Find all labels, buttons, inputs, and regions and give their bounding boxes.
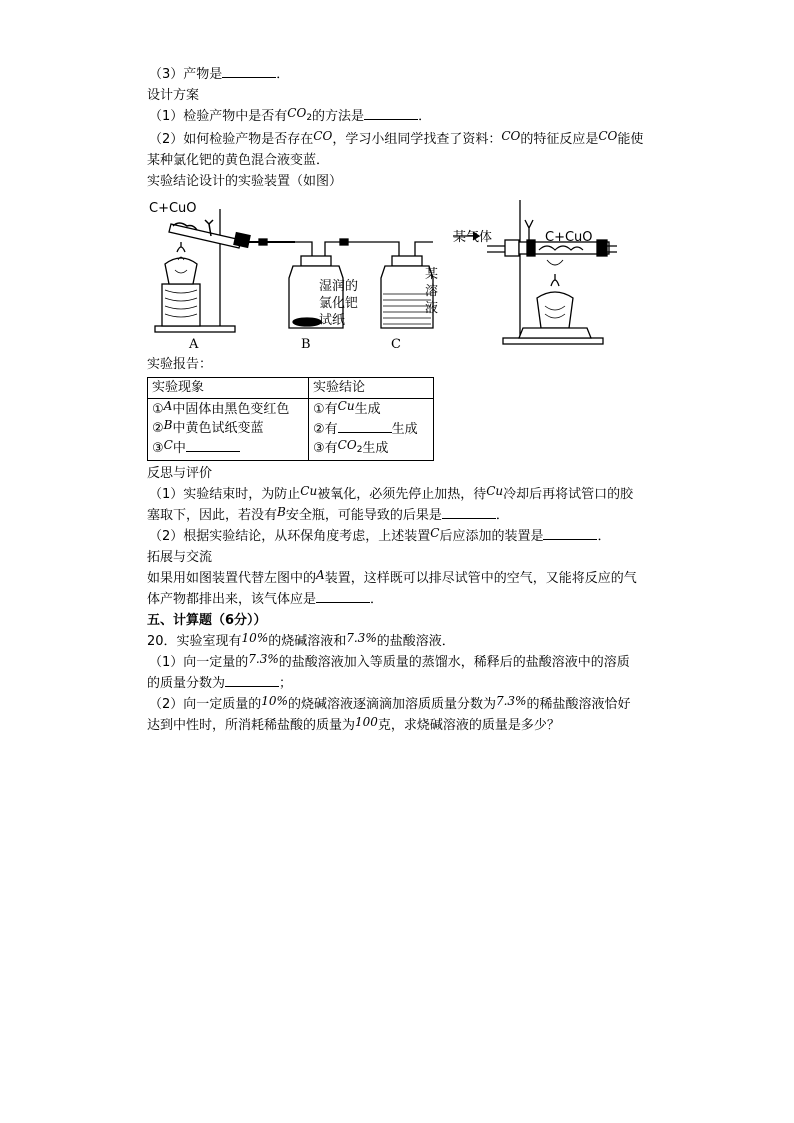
reflect-question-2: （2）根据实验结论，从环保角度考虑，上述装置C后应添加的装置是 ．	[149, 526, 611, 544]
reflect-heading: 反思与评价	[147, 466, 213, 481]
q3-line: （3）产物是 ．	[147, 64, 667, 85]
question-20-1: （1）向一定量的7.3%的盐酸溶液加入等质量的蒸馏水，稀释后的盐酸溶液中的溶质	[149, 652, 630, 670]
table-row	[148, 378, 434, 399]
label-b: B	[301, 337, 311, 352]
report-heading: 实验报告：	[147, 357, 213, 372]
reflect-question-1: （1）实验结束时，为防止Cu被氧化，必须先停止加热，待Cu冷却后再将试管口的胶	[149, 484, 634, 502]
answer-blank[interactable]	[186, 438, 240, 452]
answer-blank[interactable]	[543, 526, 597, 540]
extend-line-1: 如果用如图装置代替左图中的A装置，这样既可以排尽试管中的空气，又能将反应的气	[147, 568, 637, 586]
answer-blank[interactable]	[225, 673, 279, 687]
answer-blank[interactable]	[364, 106, 418, 120]
table-row	[148, 399, 434, 461]
apparatus-right	[453, 200, 617, 344]
conclusion-cell: ①有Cu生成 ②有 生成 ③有CO2生成	[309, 399, 434, 461]
experiment-report-table	[147, 377, 434, 461]
design-question-2-cont: 某种氯化钯的黄色混合液变蓝．	[147, 153, 330, 168]
gas-label: 某气体	[453, 230, 493, 245]
design-question-2: （2）如何检验产物是否存在CO，学习小组同学找查了资料：CO的特征反应是CO能使	[149, 129, 644, 147]
extend-line-2: 体产物都排出来，该气体应是 ．	[147, 589, 667, 610]
question-20: 20．实验室现有10%的烧碱溶液和7.3%的盐酸溶液．	[147, 631, 455, 649]
answer-blank[interactable]	[316, 589, 370, 603]
answer-blank[interactable]	[338, 419, 392, 433]
label-c: C	[391, 337, 401, 352]
table-header: 实验结论	[309, 378, 434, 399]
apparatus-c	[352, 242, 433, 328]
device-heading: 实验结论设计的实验装置（如图）	[147, 174, 343, 189]
left-reagent-label: C+CuO	[149, 201, 197, 216]
c-side-label: 某 溶 液	[425, 267, 439, 316]
reflect-question-1-cont: 塞取下，因此，若没有B安全瓶，可能导致的后果是 ．	[147, 505, 509, 523]
apparatus-diagram	[147, 194, 617, 354]
extend-heading: 拓展与交流	[147, 550, 213, 565]
document-page	[147, 64, 667, 736]
table-header: 实验现象	[148, 378, 309, 399]
b-side-label: 湿润的 氯化钯 试纸	[319, 279, 359, 328]
section-heading: 五、计算题（6分））	[147, 613, 267, 628]
apparatus-figure	[147, 194, 667, 354]
apparatus-a	[155, 209, 295, 332]
answer-blank[interactable]	[442, 505, 496, 519]
design-question-1: （1）检验产物中是否有CO2的方法是 ．	[149, 106, 432, 124]
question-20-2-cont: 达到中性时，所消耗稀盐酸的质量为100克，求烧碱溶液的质量是多少？	[147, 715, 560, 733]
phenomenon-cell: ①A中固体由黑色变红色 ②B中黄色试纸变蓝 ③C中	[148, 399, 309, 461]
design-heading: 设计方案	[147, 88, 200, 103]
label-a: A	[189, 337, 199, 352]
question-20-2: （2）向一定质量的10%的烧碱溶液逐滴滴加溶质质量分数为7.3%的稀盐酸溶液恰好	[149, 694, 631, 712]
question-20-1-cont: 的质量分数为 ；	[147, 673, 667, 694]
answer-blank[interactable]	[222, 64, 276, 78]
right-reagent-label: C+CuO	[545, 230, 593, 245]
